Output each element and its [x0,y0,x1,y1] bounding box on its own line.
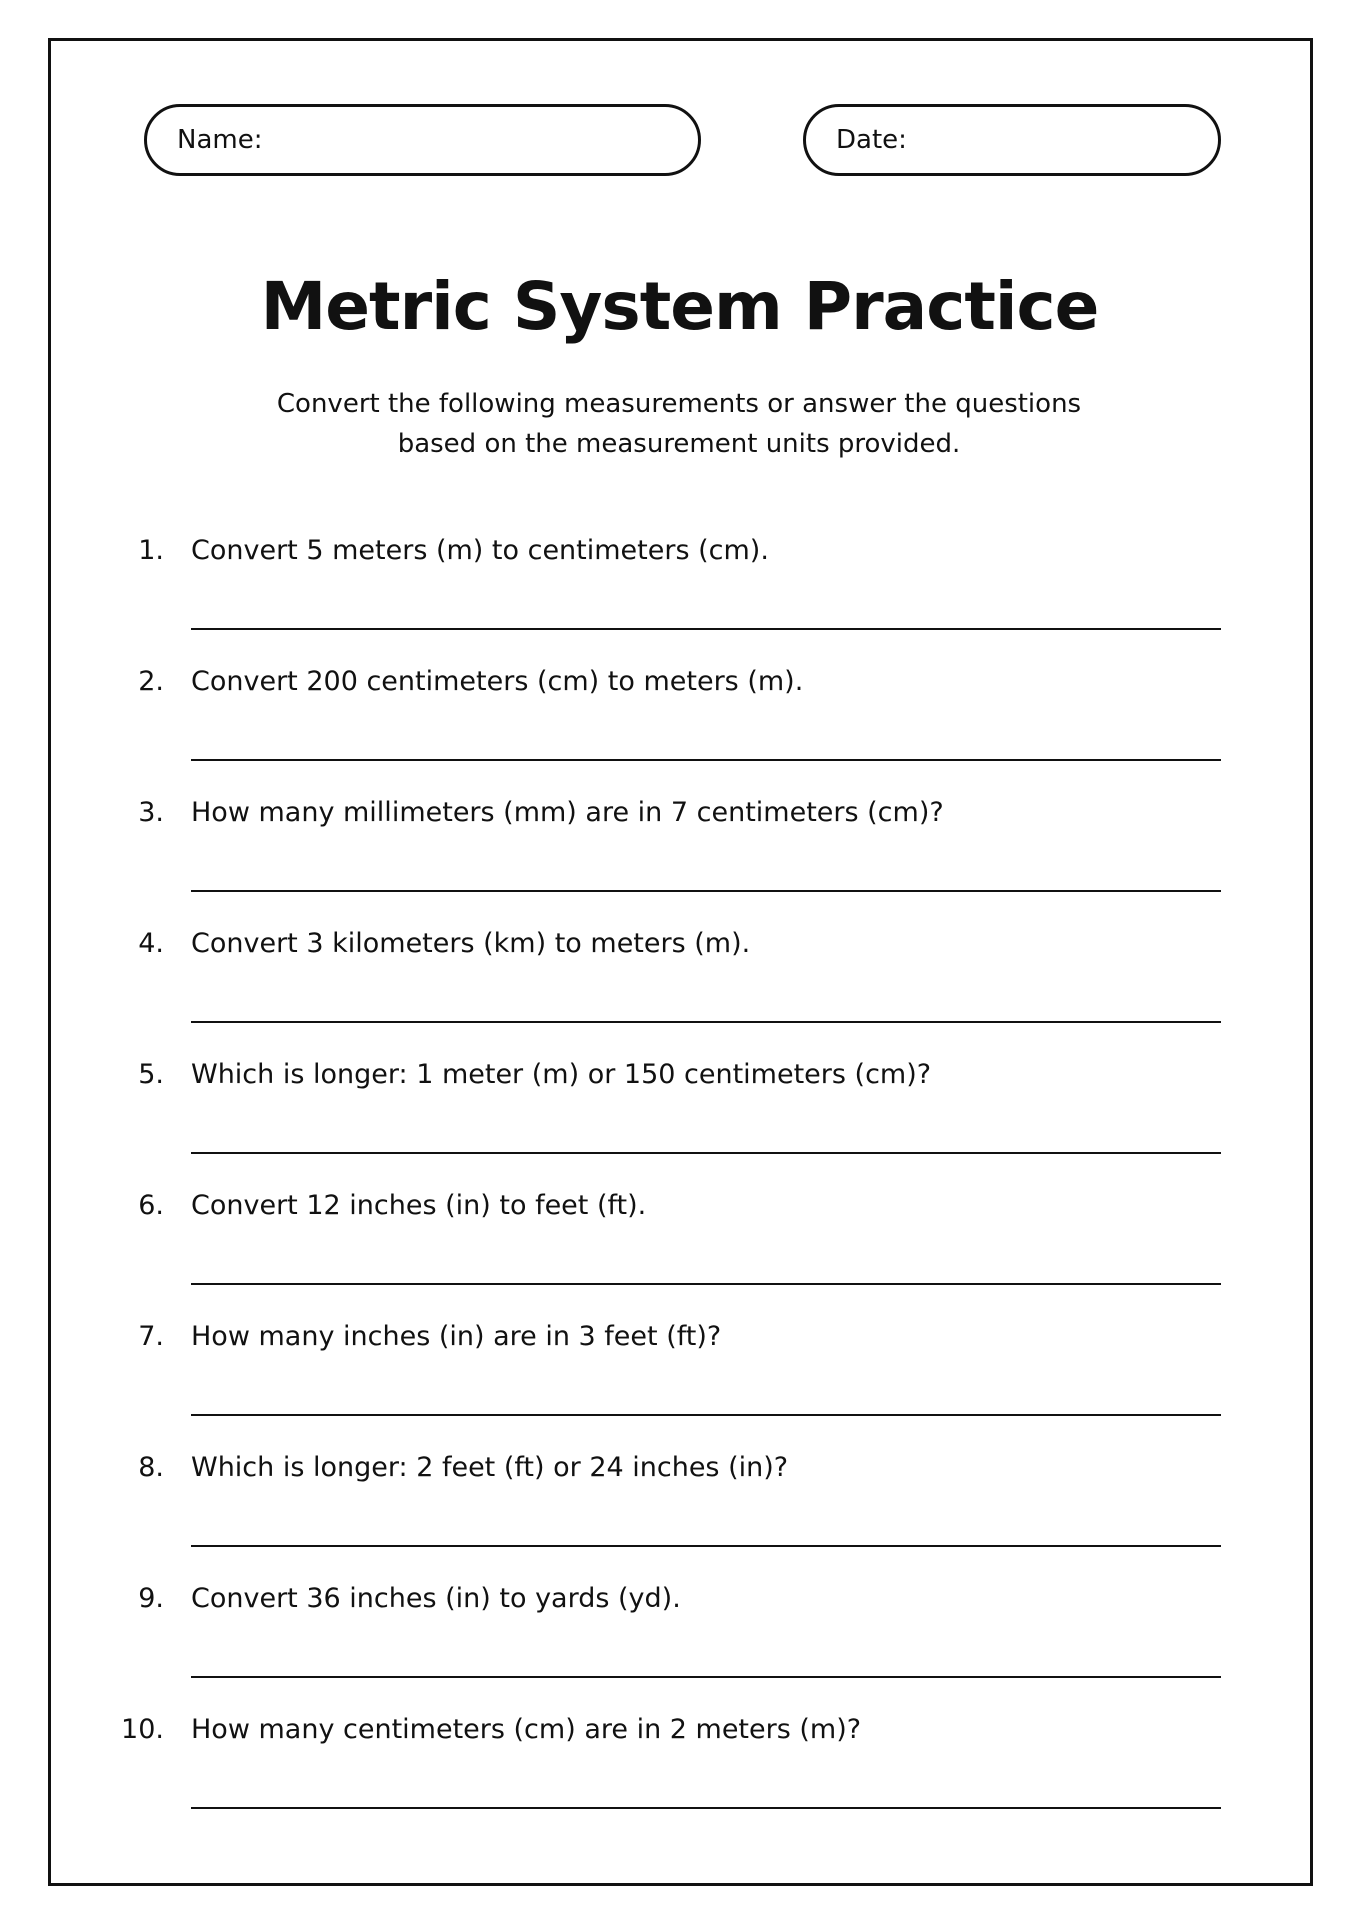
question-text: Convert 200 centimeters (cm) to meters (m). [191,666,804,697]
question-text: How many millimeters (mm) are in 7 centimeters (cm)? [191,797,944,828]
question-number: 2. [138,666,164,697]
question-text: How many centimeters (cm) are in 2 meters (m)? [191,1714,862,1745]
question-text: Convert 12 inches (in) to feet (ft). [191,1190,647,1221]
answer-line[interactable] [191,1676,1221,1678]
answer-line[interactable] [191,1152,1221,1154]
question-item [0,923,1359,1054]
question-item [0,661,1359,792]
instructions-line-2: based on the measurement units provided. [397,429,961,459]
answer-line[interactable] [191,1807,1221,1809]
question-text: Convert 36 inches (in) to yards (yd). [191,1583,681,1614]
question-number: 3. [138,797,164,828]
question-item [0,1054,1359,1185]
page-title: Metric System Practice [260,268,1099,345]
date-field[interactable] [803,104,1221,176]
answer-line[interactable] [191,890,1221,892]
answer-line[interactable] [191,759,1221,761]
answer-line[interactable] [191,1283,1221,1285]
question-item [0,792,1359,923]
question-item [0,1709,1359,1840]
question-text: Which is longer: 2 feet (ft) or 24 inches (in)? [191,1452,789,1483]
name-field[interactable] [144,104,701,176]
date-label: Date: [836,125,907,155]
question-item [0,1185,1359,1316]
question-item [0,530,1359,661]
question-number: 1. [138,535,164,566]
question-number: 4. [138,928,164,959]
question-item [0,1447,1359,1578]
question-number: 7. [138,1321,164,1352]
question-text: How many inches (in) are in 3 feet (ft)? [191,1321,722,1352]
instructions [179,384,1179,464]
answer-line[interactable] [191,1021,1221,1023]
question-item [0,1578,1359,1709]
question-number: 5. [138,1059,164,1090]
answer-line[interactable] [191,1414,1221,1416]
answer-line[interactable] [191,628,1221,630]
answer-line[interactable] [191,1545,1221,1547]
question-text: Convert 5 meters (m) to centimeters (cm). [191,535,769,566]
name-label: Name: [177,125,263,155]
question-text: Which is longer: 1 meter (m) or 150 centimeters (cm)? [191,1059,932,1090]
question-item [0,1316,1359,1447]
question-number: 9. [138,1583,164,1614]
question-number: 8. [138,1452,164,1483]
instructions-line-1: Convert the following measurements or answer the questions [276,389,1082,419]
question-text: Convert 3 kilometers (km) to meters (m). [191,928,751,959]
question-number: 6. [138,1190,164,1221]
question-number: 10. [121,1714,164,1745]
